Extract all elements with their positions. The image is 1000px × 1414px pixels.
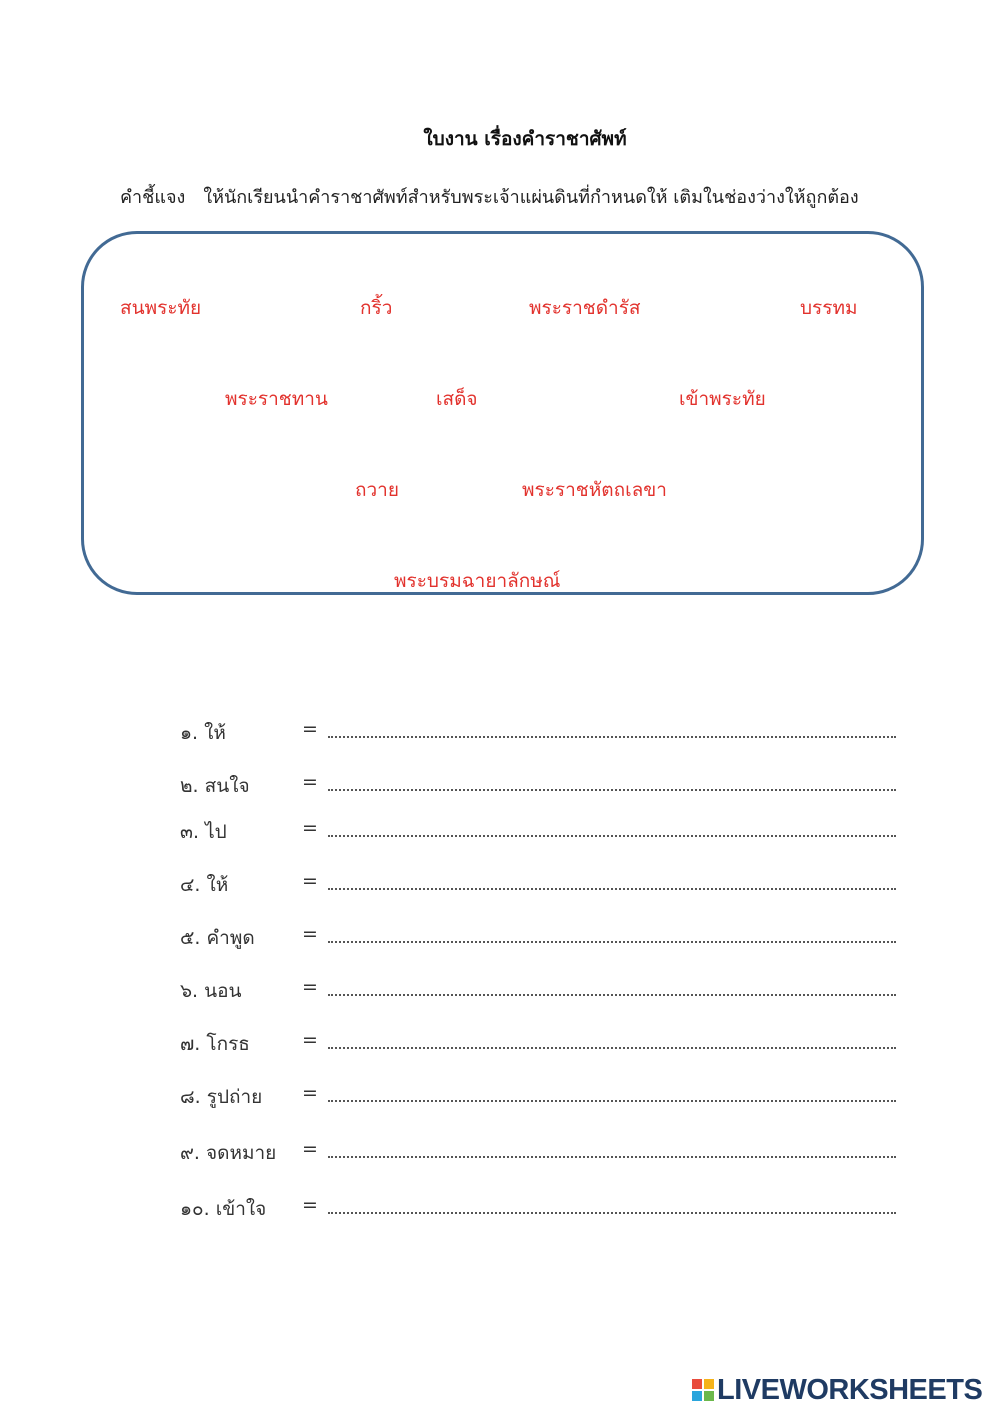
question-row [180, 1194, 896, 1224]
word-bank-item: พระราชดำรัส [529, 297, 641, 319]
equals-sign: = [302, 1029, 318, 1051]
instructions [120, 182, 859, 211]
equals-sign: = [302, 718, 318, 740]
logo-square-green [704, 1391, 714, 1401]
equals-sign: = [302, 1082, 318, 1104]
liveworksheets-logo-icon [692, 1379, 714, 1401]
logo-square-blue [692, 1391, 702, 1401]
answer-blank[interactable] [328, 1047, 896, 1049]
question-row [180, 870, 896, 900]
word-bank-item: เข้าพระทัย [679, 388, 766, 410]
word-bank-item: บรรทม [800, 297, 858, 319]
question-row [180, 923, 896, 953]
equals-sign: = [302, 870, 318, 892]
question-label: ๒. สนใจ [180, 775, 250, 797]
question-row [180, 817, 896, 847]
word-bank-item: เสด็จ [436, 388, 478, 410]
equals-sign: = [302, 817, 318, 839]
word-bank-item: สนพระทัย [120, 297, 202, 319]
answer-blank[interactable] [328, 789, 896, 791]
question-label: ๓. ไป [180, 821, 227, 843]
question-label: ๖. นอน [180, 980, 242, 1002]
question-label: ๔. ให้ [180, 874, 229, 896]
answer-blank[interactable] [328, 994, 896, 996]
brand-name: LIVEWORKSHEETS [717, 1373, 983, 1406]
equals-sign: = [302, 1138, 318, 1160]
worksheet-title: ใบงาน เรื่องคำราชาศัพท์ [423, 128, 627, 150]
liveworksheets-brand[interactable] [692, 1374, 982, 1406]
word-bank-item: พระบรมฉายาลักษณ์ [394, 570, 561, 592]
question-label: ๑๐. เข้าใจ [180, 1198, 267, 1220]
answer-blank[interactable] [328, 888, 896, 890]
question-label: ๙. จดหมาย [180, 1142, 277, 1164]
answer-blank[interactable] [328, 1212, 896, 1214]
question-row [180, 1029, 896, 1059]
answer-blank[interactable] [328, 835, 896, 837]
question-label: ๕. คำพูด [180, 927, 255, 949]
question-label: ๘. รูปถ่าย [180, 1086, 263, 1108]
question-row [180, 718, 896, 748]
equals-sign: = [302, 976, 318, 998]
question-label: ๑. ให้ [180, 722, 226, 744]
logo-square-yellow [704, 1379, 714, 1389]
answer-blank[interactable] [328, 941, 896, 943]
word-bank-item: กริ้ว [360, 297, 393, 319]
equals-sign: = [302, 1194, 318, 1216]
word-bank-item: พระราชหัตถเลขา [522, 479, 667, 501]
question-label: ๗. โกรธ [180, 1033, 250, 1055]
word-bank-item: พระราชทาน [225, 388, 328, 410]
answer-blank[interactable] [328, 736, 896, 738]
equals-sign: = [302, 923, 318, 945]
answer-blank[interactable] [328, 1100, 896, 1102]
logo-square-red [692, 1379, 702, 1389]
question-row [180, 771, 896, 801]
answer-blank[interactable] [328, 1156, 896, 1158]
question-row [180, 1082, 896, 1112]
question-row [180, 976, 896, 1006]
word-bank-item: ถวาย [355, 479, 399, 501]
equals-sign: = [302, 771, 318, 793]
question-row [180, 1138, 896, 1168]
word-bank-box [81, 231, 924, 595]
instruction-text: ให้นักเรียนนำคำราชาศัพท์สำหรับพระเจ้าแผ่นดินที่กำหนดให้ เติมในช่องว่างให้ถูกต้อง [203, 187, 859, 208]
instruction-label: คำชี้แจง [120, 187, 186, 208]
